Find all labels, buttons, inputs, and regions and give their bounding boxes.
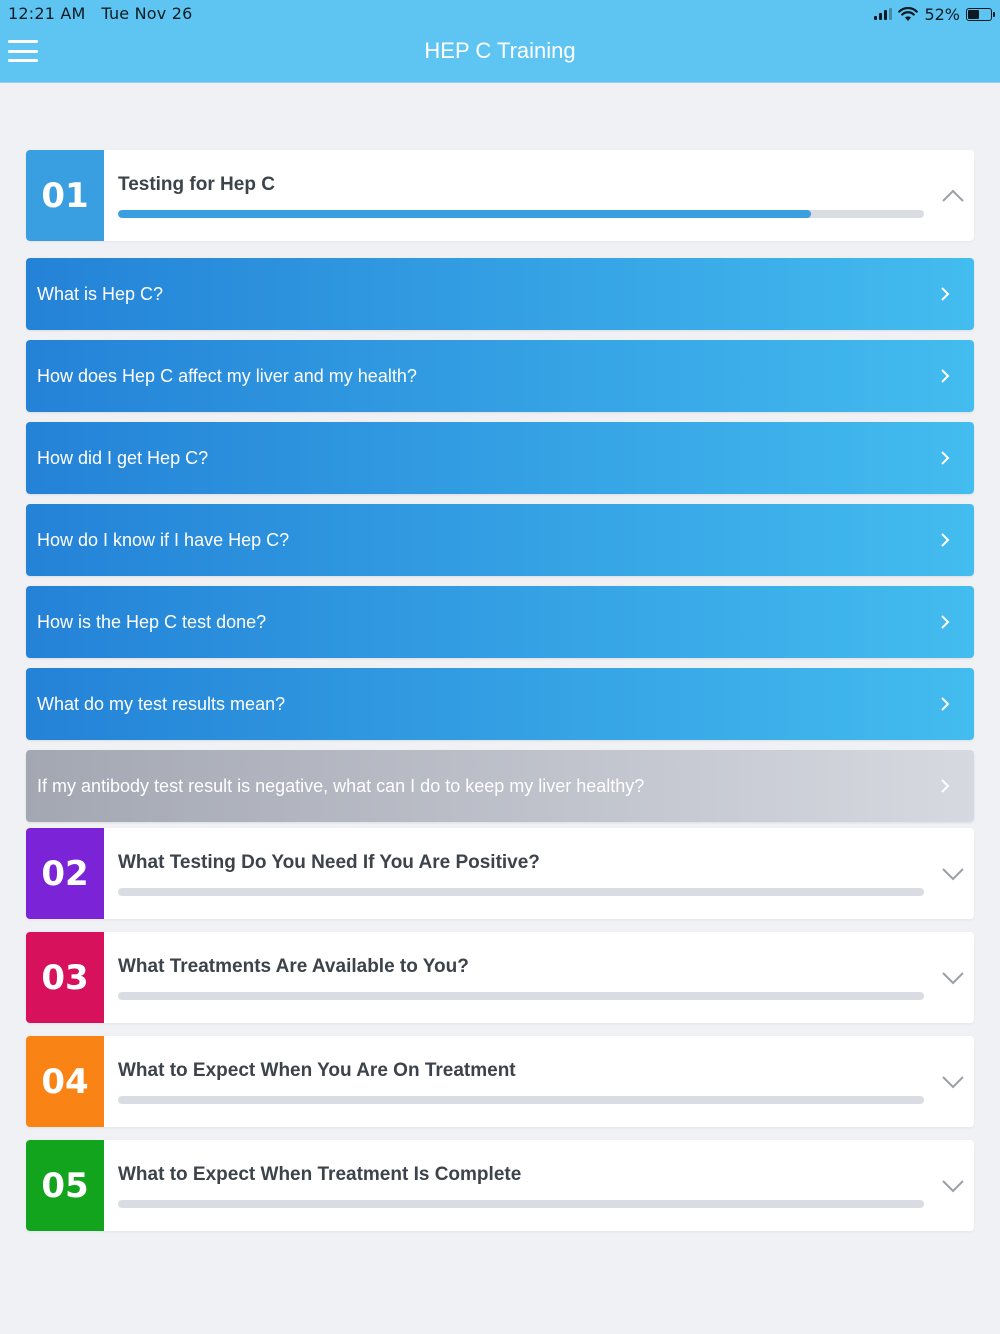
- chevron-right-icon: [940, 532, 950, 548]
- lesson-item[interactable]: [26, 258, 974, 330]
- module-title: What to Expect When You Are On Treatment: [118, 1060, 516, 1081]
- page-title: HEP C Training: [424, 38, 576, 63]
- module-number: 02: [26, 828, 104, 919]
- battery-percent: 52%: [924, 4, 960, 24]
- lesson-label: What do my test results mean?: [37, 693, 286, 714]
- module-number: 03: [26, 932, 104, 1023]
- chevron-right-icon: [940, 614, 950, 630]
- chevron-right-icon: [940, 778, 950, 794]
- module-card-04[interactable]: [26, 1036, 974, 1127]
- chevron-down-icon[interactable]: [942, 1178, 958, 1194]
- chevron-down-icon[interactable]: [942, 970, 958, 986]
- status-bar-time: [8, 4, 193, 23]
- chevron-right-icon: [940, 450, 950, 466]
- battery-icon: [966, 8, 992, 21]
- chevron-right-icon: [940, 286, 950, 302]
- status-time: 12:21 AM: [8, 4, 86, 23]
- chevron-right-icon: [940, 368, 950, 384]
- module-title: Testing for Hep C: [118, 174, 275, 195]
- module-card-01[interactable]: [26, 150, 974, 241]
- chevron-down-icon[interactable]: [942, 866, 958, 882]
- chevron-down-icon[interactable]: [942, 1074, 958, 1090]
- cellular-signal-icon: [874, 8, 892, 20]
- module-number: 01: [26, 150, 104, 241]
- module-progress-bar: [118, 992, 924, 1000]
- chevron-right-icon: [940, 696, 950, 712]
- lesson-item[interactable]: [26, 586, 974, 658]
- lesson-label: If my antibody test result is negative, what can I do to keep my liver healthy?: [37, 775, 645, 796]
- module-title: What to Expect When Treatment Is Complete: [118, 1164, 522, 1185]
- chevron-up-icon[interactable]: [942, 188, 958, 204]
- status-bar-indicators: [874, 4, 992, 24]
- lesson-label: How do I know if I have Hep C?: [37, 529, 290, 550]
- module-number: 04: [26, 1036, 104, 1127]
- module-title: What Testing Do You Need If You Are Positive?: [118, 852, 540, 873]
- wifi-icon: [898, 7, 918, 22]
- module-progress-bar: [118, 210, 924, 218]
- lesson-label: What is Hep C?: [37, 283, 164, 304]
- lesson-item[interactable]: [26, 668, 974, 740]
- app-header: [0, 0, 1000, 83]
- lesson-item[interactable]: [26, 422, 974, 494]
- module-progress-bar: [118, 1096, 924, 1104]
- lesson-item-locked[interactable]: [26, 750, 974, 822]
- module-card-05[interactable]: [26, 1140, 974, 1231]
- lesson-label: How does Hep C affect my liver and my health?: [37, 365, 417, 386]
- lesson-label: How is the Hep C test done?: [37, 611, 267, 632]
- module-card-02[interactable]: [26, 828, 974, 919]
- module-title: What Treatments Are Available to You?: [118, 956, 469, 977]
- lesson-item[interactable]: [26, 504, 974, 576]
- status-date: Tue Nov 26: [101, 4, 193, 23]
- module-number: 05: [26, 1140, 104, 1231]
- module-progress-bar: [118, 888, 924, 896]
- lesson-item[interactable]: [26, 340, 974, 412]
- module-progress-bar: [118, 1200, 924, 1208]
- module-progress-fill: [118, 210, 811, 218]
- battery-level: [968, 10, 979, 19]
- module-card-03[interactable]: [26, 932, 974, 1023]
- lesson-label: How did I get Hep C?: [37, 447, 209, 468]
